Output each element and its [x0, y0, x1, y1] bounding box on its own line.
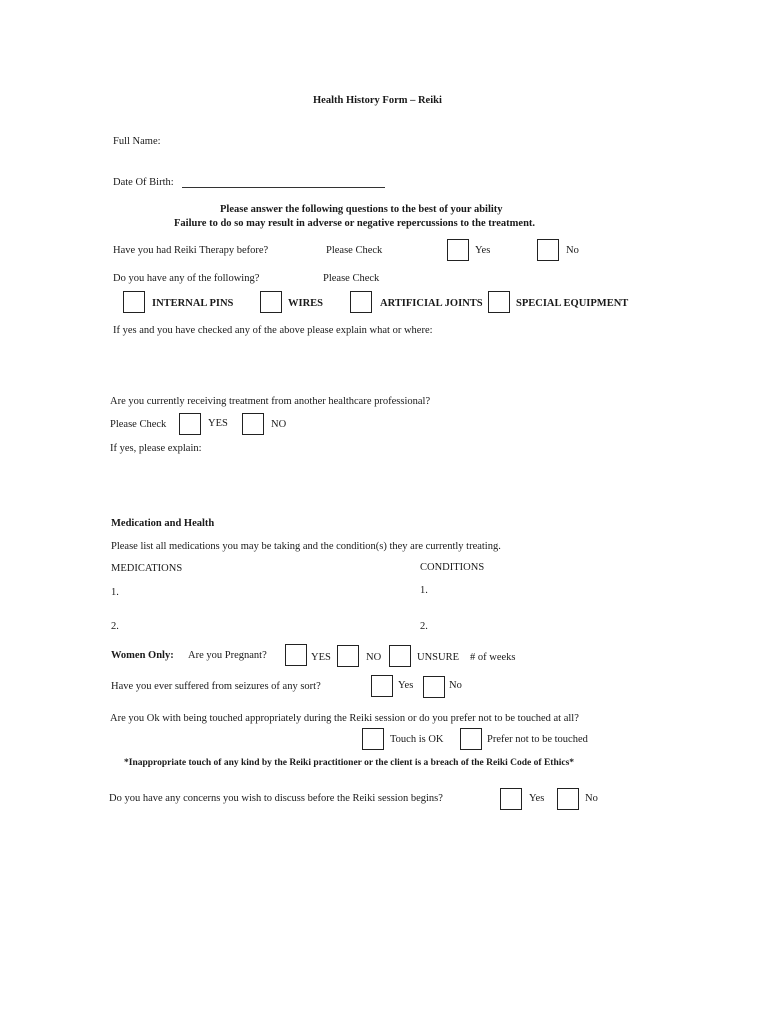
touch-ok-checkbox[interactable]: [362, 728, 384, 750]
other-treatment-yes-checkbox[interactable]: [179, 413, 201, 435]
medication-heading: Medication and Health: [111, 518, 215, 529]
instruction-line-2: Failure to do so may result in adverse or negative repercussions to the treatment.: [174, 218, 536, 229]
concerns-no-label: No: [585, 793, 598, 804]
ethics-note: *Inappropriate touch of any kind by the Reiki practitioner or the client is a breach of the Reiki Code of Ethics*: [124, 758, 575, 768]
explain-where-label: If yes and you have checked any of the above please explain what or where:: [113, 325, 433, 336]
pregnant-unsure-checkbox[interactable]: [389, 645, 411, 667]
instruction-line-1: Please answer the following questions to the best of your ability: [220, 204, 503, 215]
internal-pins-checkbox[interactable]: [123, 291, 145, 313]
pregnant-no-label: NO: [366, 652, 382, 663]
other-treatment-no-checkbox[interactable]: [242, 413, 264, 435]
special-equipment-checkbox[interactable]: [488, 291, 510, 313]
weeks-label: # of weeks: [470, 652, 516, 663]
pregnant-unsure-label: UNSURE: [417, 652, 460, 663]
artificial-joints-checkbox[interactable]: [350, 291, 372, 313]
pregnant-question: Are you Pregnant?: [188, 650, 267, 661]
seizures-yes-checkbox[interactable]: [371, 675, 393, 697]
medication-item-2: 2.: [111, 621, 119, 632]
prefer-not-touched-label: Prefer not to be touched: [487, 734, 588, 745]
other-treatment-check-label: Please Check: [110, 419, 167, 430]
touch-ok-label: Touch is OK: [390, 734, 444, 745]
following-question: Do you have any of the following?: [113, 273, 260, 284]
reiki-before-yes-label: Yes: [475, 245, 491, 256]
concerns-question: Do you have any concerns you wish to discuss before the Reiki session begins?: [109, 793, 443, 804]
condition-item-1: 1.: [420, 585, 428, 596]
other-treatment-no-label: NO: [271, 419, 287, 430]
seizures-no-checkbox[interactable]: [423, 676, 445, 698]
pregnant-no-checkbox[interactable]: [337, 645, 359, 667]
other-treatment-explain-label: If yes, please explain:: [110, 443, 202, 454]
reiki-before-yes-checkbox[interactable]: [447, 239, 469, 261]
women-only-label: Women Only:: [111, 650, 174, 661]
full-name-label: Full Name:: [113, 136, 161, 147]
concerns-yes-label: Yes: [529, 793, 545, 804]
other-treatment-question: Are you currently receiving treatment from another healthcare professional?: [110, 396, 431, 407]
seizures-no-label: No: [449, 680, 462, 691]
seizures-question: Have you ever suffered from seizures of any sort?: [111, 681, 321, 692]
form-title: Health History Form – Reiki: [313, 95, 442, 106]
reiki-before-question: Have you had Reiki Therapy before?: [113, 245, 269, 256]
pregnant-yes-checkbox[interactable]: [285, 644, 307, 666]
medication-item-1: 1.: [111, 587, 119, 598]
medications-column-header: MEDICATIONS: [111, 563, 183, 574]
concerns-yes-checkbox[interactable]: [500, 788, 522, 810]
pregnant-yes-label: YES: [311, 652, 331, 663]
dob-label: Date Of Birth:: [113, 177, 174, 188]
prefer-not-touched-checkbox[interactable]: [460, 728, 482, 750]
special-equipment-label: SPECIAL EQUIPMENT: [516, 298, 629, 309]
other-treatment-yes-label: YES: [208, 418, 228, 429]
medication-instruction: Please list all medications you may be taking and the condition(s) they are currently treating.: [111, 541, 501, 552]
seizures-yes-label: Yes: [398, 680, 414, 691]
artificial-joints-label: ARTIFICIAL JOINTS: [380, 298, 483, 309]
reiki-before-no-label: No: [566, 245, 579, 256]
internal-pins-label: INTERNAL PINS: [152, 298, 234, 309]
following-check-label: Please Check: [323, 273, 380, 284]
reiki-before-check-label: Please Check: [326, 245, 383, 256]
wires-label: WIRES: [288, 298, 324, 309]
reiki-before-no-checkbox[interactable]: [537, 239, 559, 261]
concerns-no-checkbox[interactable]: [557, 788, 579, 810]
touch-question: Are you Ok with being touched appropriately during the Reiki session or do you prefer not to be touched at all?: [110, 713, 579, 724]
wires-checkbox[interactable]: [260, 291, 282, 313]
condition-item-2: 2.: [420, 621, 428, 632]
dob-field[interactable]: [182, 187, 385, 188]
conditions-column-header: CONDITIONS: [420, 562, 485, 573]
